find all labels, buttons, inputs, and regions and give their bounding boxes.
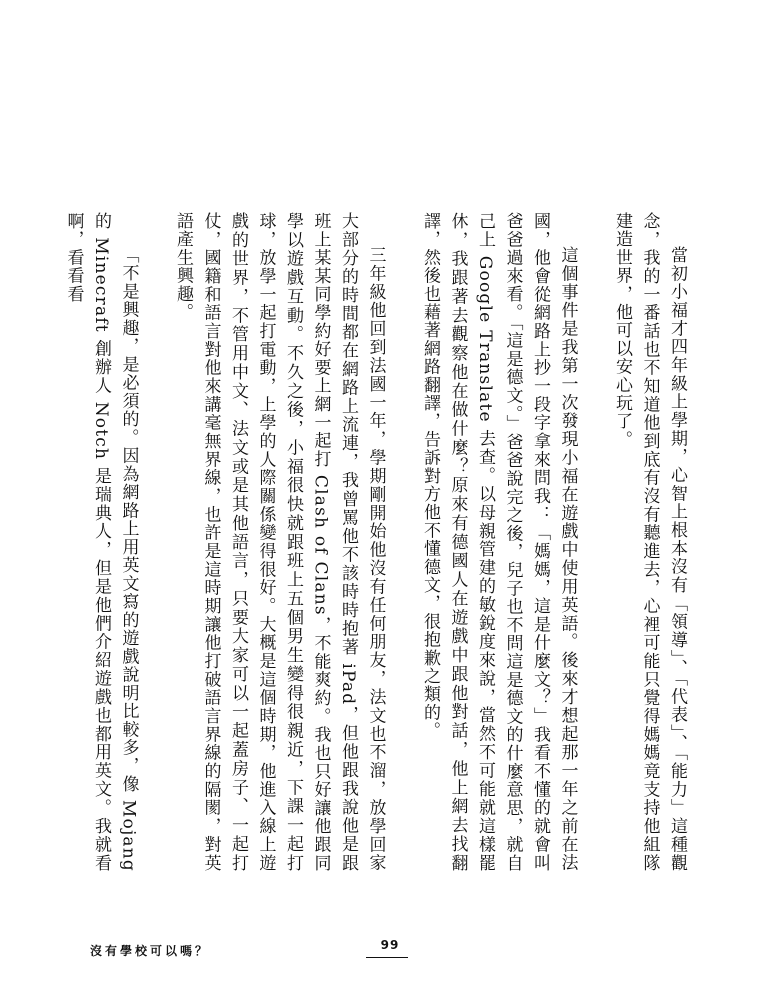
- paragraph-1: 當初小福才四年級上學期，心智上根本沒有「領導」、「代表」、「能力」這種觀念，我的一番話也不知道他到底有沒有聽進去，心裡可能只覺得媽媽竟支持他組隊建造世界，他可以安心玩了。: [612, 212, 687, 872]
- paragraph-3: 三年級他回到法國一年，學期剛開始他沒有任何朋友，法文也不溜，放學回家大部分的時間都在網路上流連，我曾罵他不該時時抱著 iPad，但他跟我說他是跟班上某某同學約好要上網一起打 Clash of Clans，不能爽約。我也只好讓他跟同學以遊戲互動。不久之後，小福很快就跟班上五個男生變得很親近，下課一起打球，放學一起打電動，上學的人際關係變得很好。大概是這個時期，他進入線上遊戲的世界，不管用中文、法文或是其他語言，只要大家可以一起蓋房子、一起打仗，國籍和語言對他來講毫無界線，也許是這時期讓他打破語言界線的隔閡，對英語產生興趣。: [173, 212, 386, 872]
- body-text-column: [40, 212, 690, 872]
- running-footer-title: 沒有學校可以嗎？: [90, 944, 211, 958]
- page-number-rule: [366, 957, 408, 958]
- paragraph-2: 這個事件是我第一次發現小福在遊戲中使用英語。後來才想起那一年之前在法國，他會從網路上抄一段字拿來問我：「媽媽，這是什麼文？」我看不懂的就會叫爸爸過來看。「這是德文。」爸爸說完之後，兒子也不問這是德文的什麼意思，就自己上 Google Translate 去查。以母親管建的敏銳度來說，當然不可能就這樣罷休，我跟著去觀察他在做什麼？原來有德國人在遊戲中跟他對話，他上網去找翻譯，然後也藉著網路翻譯，告訴對方他不懂德文，很抱歉之類的。: [420, 212, 578, 872]
- page-number: 99: [380, 938, 400, 952]
- paragraph-4: 「不是興趣，是必須的。因為網路上用英文寫的遊戲說明比較多，像 Mojang 的 Minecraft 創辦人 Notch 是瑞典人，但是他們介紹遊戲也都用英文。我就看啊，看看看: [63, 212, 139, 872]
